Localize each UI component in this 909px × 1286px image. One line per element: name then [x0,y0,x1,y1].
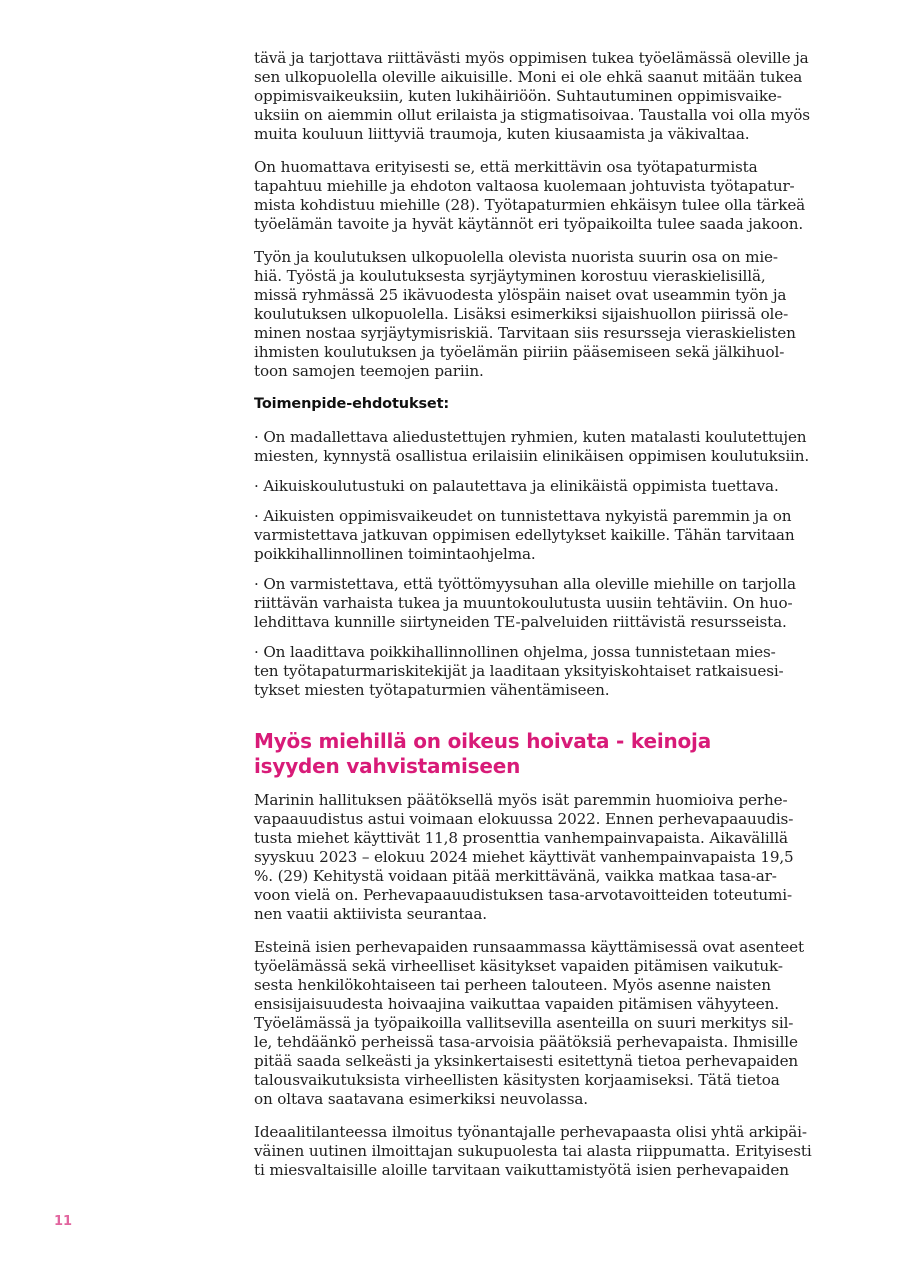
text-line: missä ryhmässä 25 ikävuodesta ylöspäin naiset ovat useammin työn ja [254,286,787,304]
text-line: Ideaalitilanteessa ilmoitus työnantajalle perhevapaasta olisi yhtä arkipäi- [254,1123,807,1141]
paragraph [254,938,802,1109]
section-paragraphs [254,791,812,1180]
text-line: lehdittava kunnille siirtyneiden TE-palveluiden riittävistä resursseista. [254,613,787,631]
text-line: Työn ja koulutuksen ulkopuolella olevista nuorista suurin osa on mie- [254,248,778,266]
text-line: koulutuksen ulkopuolella. Lisäksi esimerkiksi sijaishuollon piirissä ole- [254,305,789,323]
text-line: poikkihallinnollinen toimintaohjelma. [254,545,536,563]
heading-line: isyyden vahvistamiseen [254,754,521,778]
text-line: uksiin on aiemmin ollut erilaista ja stigmatisoivaa. Taustalla voi olla myös [254,106,810,124]
text-line: ensisijaisuudesta hoivaajina vaikuttaa vapaiden pitämisen vähyyteen. [254,995,779,1013]
text-line: hiä. Työstä ja koulutuksesta syrjäytyminen korostuu vieraskielisillä, [254,267,766,285]
text-line: syyskuu 2023 – elokuu 2024 miehet käyttivät vanhempainvapaista 19,5 [254,848,794,866]
paragraph [254,49,810,144]
text-line: miesten, kynnystä osallistua erilaisiin elinikäisen oppimisen koulutuksiin. [254,447,810,465]
paragraph [254,1123,812,1180]
paragraph [254,248,802,381]
measures-heading: Toimenpide-ehdotukset: [254,396,450,412]
text-line: · On laadittava poikkihallinnollinen ohjelma, jossa tunnistetaan mies- [254,643,776,661]
text-line: toon samojen teemojen pariin. [254,362,484,380]
text-line: Esteinä isien perhevapaiden runsaammassa käyttämisessä ovat asenteet [254,938,804,956]
text-line: ten työtapaturmariskitekijät ja laaditaan yksityiskohtaiset ratkaisuesi- [254,662,784,680]
paragraph [254,158,806,234]
section-heading [254,729,802,779]
bullet-item [254,643,802,700]
text-line: pitää saada selkeästi ja yksinkertaisesti esitettynä tietoa perhevapaiden [254,1052,799,1070]
text-line: varmistettava jatkuvan oppimisen edellytykset kaikille. Tähän tarvitaan [254,526,795,544]
bullet-item [254,477,802,496]
text-line: sen ulkopuolella oleville aikuisille. Moni ei ole ehkä saanut mitään tukea [254,68,803,86]
text-line: %. (29) Kehitystä voidaan pitää merkittävänä, vaikka matkaa tasa-ar- [254,867,777,885]
text-line: sesta henkilökohtaiseen tai perheen talouteen. Myös asenne naisten [254,976,771,994]
text-line: riittävän varhaista tukea ja muuntokoulutusta uusiin tehtäviin. On huo- [254,594,793,612]
text-line: · Aikuisten oppimisvaikeudet on tunnistettava nykyistä paremmin ja on [254,507,792,525]
text-line: ti miesvaltaisille aloille tarvitaan vaikuttamistyötä isien perhevapaiden [254,1161,789,1179]
text-line: tykset miesten työtapaturmien vähentämiseen. [254,681,610,699]
text-line: muita kouluun liittyviä traumoja, kuten kiusaamista ja väkivaltaa. [254,125,750,143]
bullet-item [254,428,810,466]
text-line: Marinin hallituksen päätöksellä myös isät paremmin huomioiva perhe- [254,791,788,809]
text-line: on oltava saatavana esimerkiksi neuvolassa. [254,1090,588,1108]
text-line: oppimisvaikeuksiin, kuten lukihäiriöön. Suhtautuminen oppimisvaike- [254,87,782,105]
text-line: nen vaatii aktiivista seurantaa. [254,905,487,923]
text-line: Työelämässä ja työpaikoilla vallitsevilla asenteilla on suuri merkitys sil- [254,1014,794,1032]
text-line: voon vielä on. Perhevapaauudistuksen tasa-arvotavoitteiden toteutumi- [254,886,792,904]
text-line: tusta miehet käyttivät 11,8 prosenttia vanhempainvapaista. Aikavälillä [254,829,788,847]
text-line: · Aikuiskoulutustuki on palautettava ja elinikäistä oppimista tuettava. [254,477,779,495]
paragraph [254,791,802,924]
text-line: työelämässä sekä virheelliset käsitykset vapaiden pitämisen vaikutuk- [254,957,783,975]
measures-list [254,428,810,700]
text-column [254,49,812,1194]
bullet-item [254,507,802,564]
text-line: On huomattava erityisesti se, että merkittävin osa työtapaturmista [254,158,758,176]
intro-paragraphs [254,49,810,381]
bullet-item [254,575,802,632]
heading-line: Myös miehillä on oikeus hoivata - keinoja [254,729,712,753]
text-line: mista kohdistuu miehille (28). Työtapaturmien ehkäisyn tulee olla tärkeä [254,196,806,214]
text-line: · On madallettava aliedustettujen ryhmien, kuten matalasti koulutettujen [254,428,807,446]
text-line: tävä ja tarjottava riittävästi myös oppimisen tukea työelämässä oleville ja [254,49,809,67]
text-line: · On varmistettava, että työttömyysuhan alla oleville miehille on tarjolla [254,575,796,593]
text-line: le, tehdäänkö perheissä tasa-arvoisia päätöksiä perhevapaista. Ihmisille [254,1033,798,1051]
text-line: vapaauudistus astui voimaan elokuussa 2022. Ennen perhevapaauudis- [254,810,794,828]
text-line: talousvaikutuksista virheellisten käsitysten korjaamiseksi. Tätä tietoa [254,1071,780,1089]
text-line: ihmisten koulutuksen ja työelämän piiriin pääsemiseen sekä jälkihuol- [254,343,785,361]
text-line: työelämän tavoite ja hyvät käytännöt eri työpaikoilta tulee saada jakoon. [254,215,804,233]
text-line: tapahtuu miehille ja ehdoton valtaosa kuolemaan johtuvista työtapatur- [254,177,795,195]
page-number: 11 [54,1214,73,1229]
text-line: väinen uutinen ilmoittajan sukupuolesta tai alasta riippumatta. Erityisesti [254,1142,812,1160]
text-line: minen nostaa syrjäytymisriskiä. Tarvitaan siis resursseja vieraskielisten [254,324,796,342]
